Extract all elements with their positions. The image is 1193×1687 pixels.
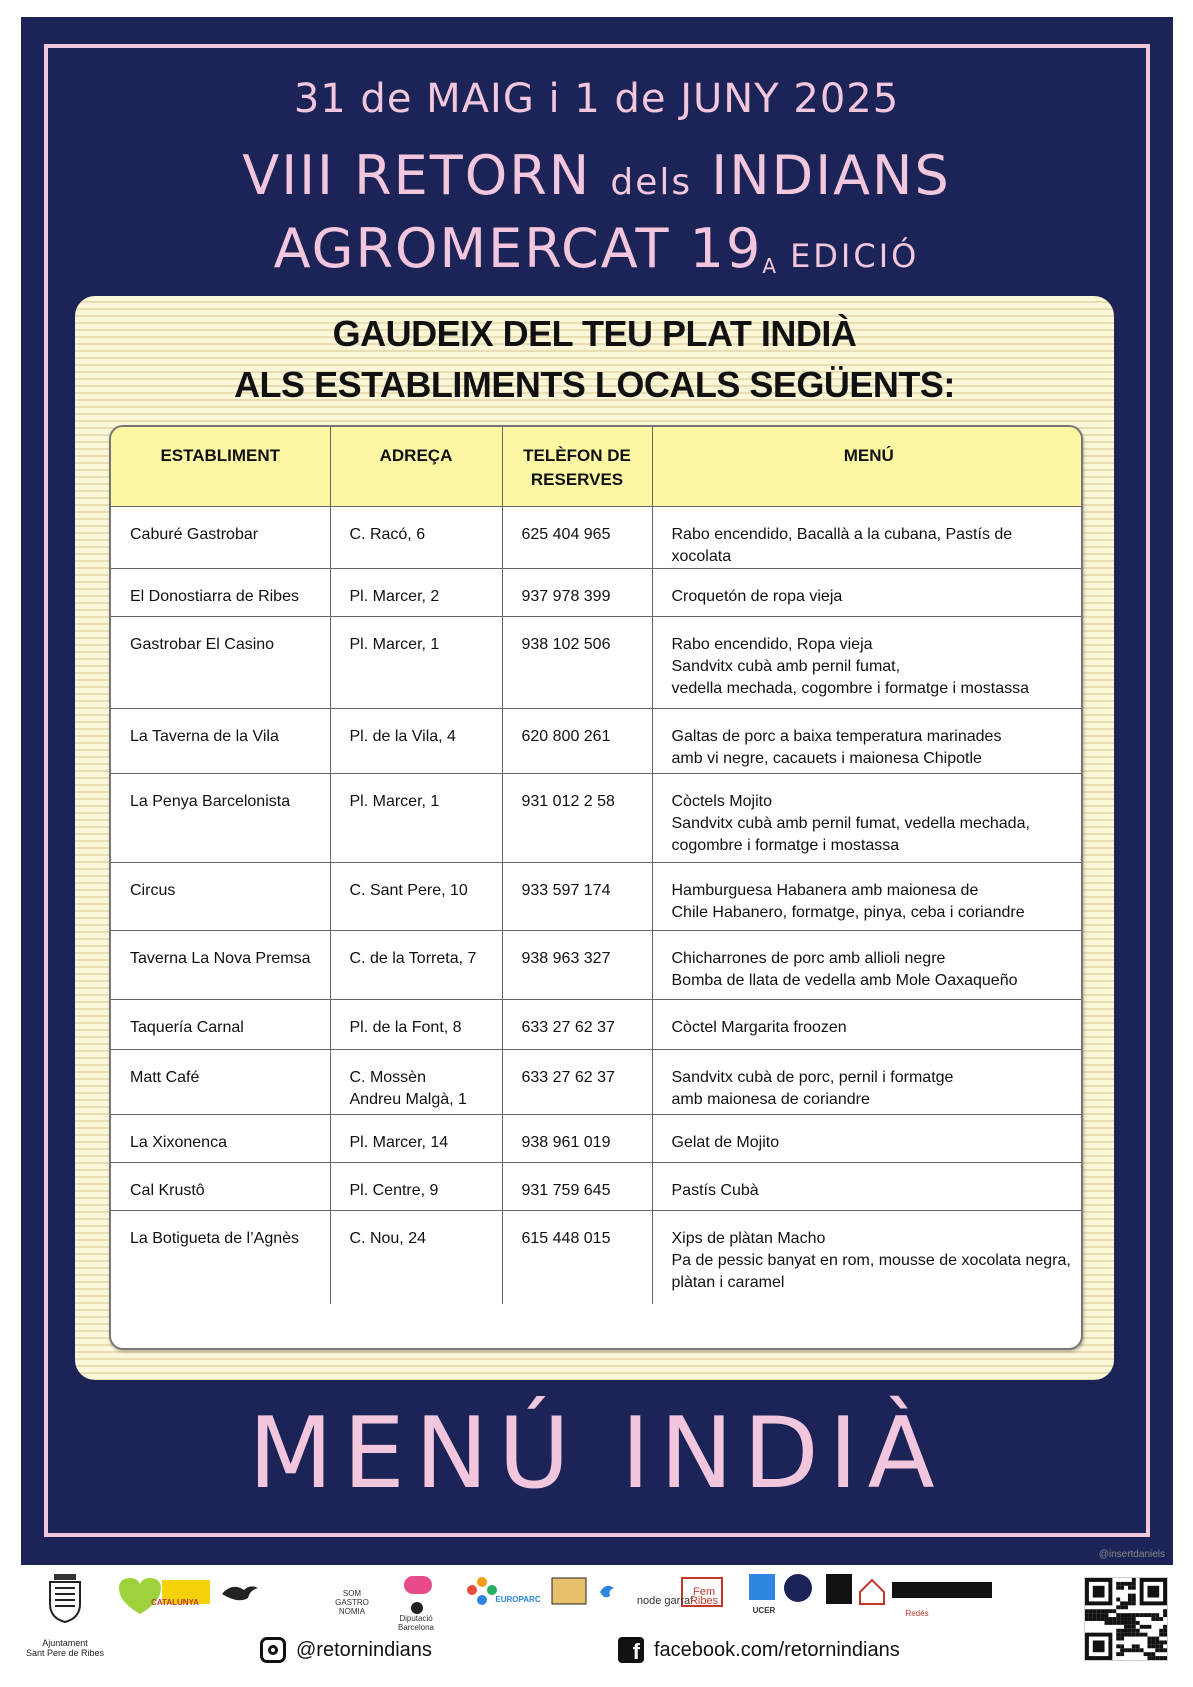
menu-cell: Pastís Cubà (652, 1162, 1083, 1210)
table-row (111, 568, 1083, 616)
address-cell: Pl. de la Font, 8 (330, 999, 502, 1049)
phone-cell: 937 978 399 (502, 568, 652, 616)
phone-cell: 938 961 019 (502, 1114, 652, 1162)
establishment-cell: Caburé Gastrobar (111, 506, 330, 568)
address-cell: C. Sant Pere, 10 (330, 862, 502, 930)
address-cell: C. Nou, 24 (330, 1210, 502, 1304)
establishment-cell: Matt Café (111, 1049, 330, 1114)
qr-code-icon[interactable] (1084, 1577, 1168, 1661)
address-cell: C. de la Torreta, 7 (330, 930, 502, 999)
museum-logo (826, 1574, 852, 1604)
menu-cell: Chicharrones de porc amb allioli negre Bomba de llata de vedella amb Mole Oaxaqueño (652, 930, 1083, 999)
table-header-row (111, 427, 1083, 506)
establishment-cell: El Donostiarra de Ribes (111, 568, 330, 616)
table-row (111, 773, 1083, 862)
facebook-url[interactable]: facebook.com/retornindians (654, 1638, 900, 1661)
menu-cell: Xips de plàtan Macho Pa de pessic banyat en rom, mousse de xocolata negra, plàtan i caramel (671, 1229, 1071, 1291)
establishment-cell: La Penya Barcelonista (111, 773, 330, 862)
bird-icon (222, 1586, 258, 1600)
menu-cell: Còctel Margarita froozen (652, 999, 1083, 1049)
menu-cell: Rabo encendido, Bacallà a la cubana, Pastís de xocolata (652, 506, 1083, 568)
column-header-establishment: ESTABLIMENT (111, 427, 330, 506)
phone-cell: 633 27 62 37 (502, 1049, 652, 1114)
agromercat-title: AGROMERCAT 19A EDICIÓ (273, 217, 920, 280)
catalunya-label: CATALUNYA (151, 1597, 199, 1607)
panel-heading-line1: GAUDEIX DEL TEU PLAT INDIÀ (332, 313, 857, 354)
address-cell: C. Racó, 6 (330, 506, 502, 568)
column-header-phone: TELÈFON DE RESERVES (502, 427, 652, 506)
menu-cell: Croquetón de ropa vieja (652, 568, 1083, 616)
instagram-link[interactable] (260, 1637, 432, 1663)
femribes-label: Fem Ribes (689, 1586, 719, 1607)
menu-cell: Hamburguesa Habanera amb maionesa de Chile Habanero, formatge, pinya, ceba i coriandre (652, 862, 1083, 930)
menu-cell: Sandvitx cubà de porc, pernil i formatge amb maionesa de coriandre (652, 1049, 1083, 1114)
facebook-link[interactable] (618, 1637, 900, 1663)
ucer-logo (749, 1574, 775, 1600)
column-header-address: ADREÇA (330, 427, 502, 506)
establishment-cell: Taverna La Nova Premsa (111, 930, 330, 999)
table-row (111, 862, 1083, 930)
ucer-label: UCER (752, 1605, 776, 1615)
instagram-icon (260, 1637, 286, 1663)
phone-cell: 938 963 327 (502, 930, 652, 999)
address-cell: Pl. Marcer, 2 (330, 568, 502, 616)
phone-cell: 933 597 174 (502, 862, 652, 930)
establishment-cell: Gastrobar El Casino (111, 616, 330, 708)
menu-india-title: MENÚ INDIÀ (248, 1397, 945, 1511)
address-cell: Pl. Marcer, 1 (330, 616, 502, 708)
phone-cell: 938 102 506 (502, 616, 652, 708)
somgastronomia-logo: SOM GASTRO NOMIA (335, 1588, 369, 1616)
column-header-menu: MENÚ (652, 427, 1083, 506)
establishment-cell: Cal Krustô (111, 1162, 330, 1210)
table-row (111, 1162, 1083, 1210)
menu-cell: Galtas de porc a baixa temperatura marinades amb vi negre, cacauets i maionesa Chipotle (652, 708, 1083, 773)
table-row (111, 616, 1083, 708)
table-row (111, 930, 1083, 999)
redes-house-icon (860, 1580, 884, 1604)
event-title: VIII RETORN dels INDIANS (242, 144, 951, 207)
establishment-cell: Circus (111, 862, 330, 930)
table-row (111, 1210, 1083, 1304)
address-cell: Pl. Centre, 9 (330, 1162, 502, 1210)
phone-cell: 931 759 645 (502, 1162, 652, 1210)
menu-cell: Rabo encendido, Ropa vieja Sandvitx cubà amb pernil fumat, vedella mechada, cogombre i formatge i mostassa (652, 616, 1083, 708)
establishment-cell: La Taverna de la Vila (111, 708, 330, 773)
establishment-cell: Taquería Carnal (111, 999, 330, 1049)
node-garraf-icon (600, 1586, 614, 1598)
phone-cell: 931 012 2 58 (502, 773, 652, 862)
consorci-logo (892, 1582, 992, 1598)
table-row (111, 708, 1083, 773)
phone-cell: 620 800 261 (502, 708, 652, 773)
event-date: 31 de MAIG i 1 de JUNY 2025 (293, 76, 900, 122)
bcn-logo (404, 1576, 432, 1594)
establishment-cell: La Xixonenca (111, 1114, 330, 1162)
panel-heading-line2: ALS ESTABLIMENTS LOCALS SEGÜENTS: (234, 364, 955, 405)
establishment-cell: La Botigueta de l’Agnès (111, 1210, 330, 1304)
ajuntament-shield-icon (50, 1574, 80, 1622)
address-cell: Pl. Marcer, 1 (330, 773, 502, 862)
phone-cell: 633 27 62 37 (502, 999, 652, 1049)
diputacio-label: Diputació Barcelona (397, 1614, 435, 1632)
instagram-handle[interactable]: @retornindians (296, 1638, 432, 1661)
table-row (111, 1114, 1083, 1162)
ajuntament-label: Ajuntament Sant Pere de Ribes (25, 1638, 105, 1658)
designer-credit: @insertdaniels (1098, 1549, 1165, 1560)
address-cell: Pl. Marcer, 14 (330, 1114, 502, 1162)
establishments-table (109, 425, 1083, 1350)
redes-label: Redés (905, 1608, 929, 1618)
address-cell: C. Mossèn Andreu Malgà, 1 (330, 1049, 502, 1114)
phone-cell: 615 448 015 (502, 1210, 652, 1304)
nodegarraf-label: node garraf (636, 1594, 694, 1607)
table-row (111, 506, 1083, 568)
badge-icon (784, 1574, 812, 1602)
indians-logo (552, 1578, 586, 1604)
table-row (111, 1049, 1083, 1114)
table-row (111, 999, 1083, 1049)
facebook-icon: f (618, 1637, 644, 1663)
address-cell: Pl. de la Vila, 4 (330, 708, 502, 773)
phone-cell: 625 404 965 (502, 506, 652, 568)
europarc-label: EUROPARC (495, 1594, 541, 1604)
menu-cell: Gelat de Mojito (652, 1114, 1083, 1162)
menu-cell: Còctels Mojito Sandvitx cubà amb pernil fumat, vedella mechada, cogombre i formatge i mostassa (652, 773, 1083, 862)
